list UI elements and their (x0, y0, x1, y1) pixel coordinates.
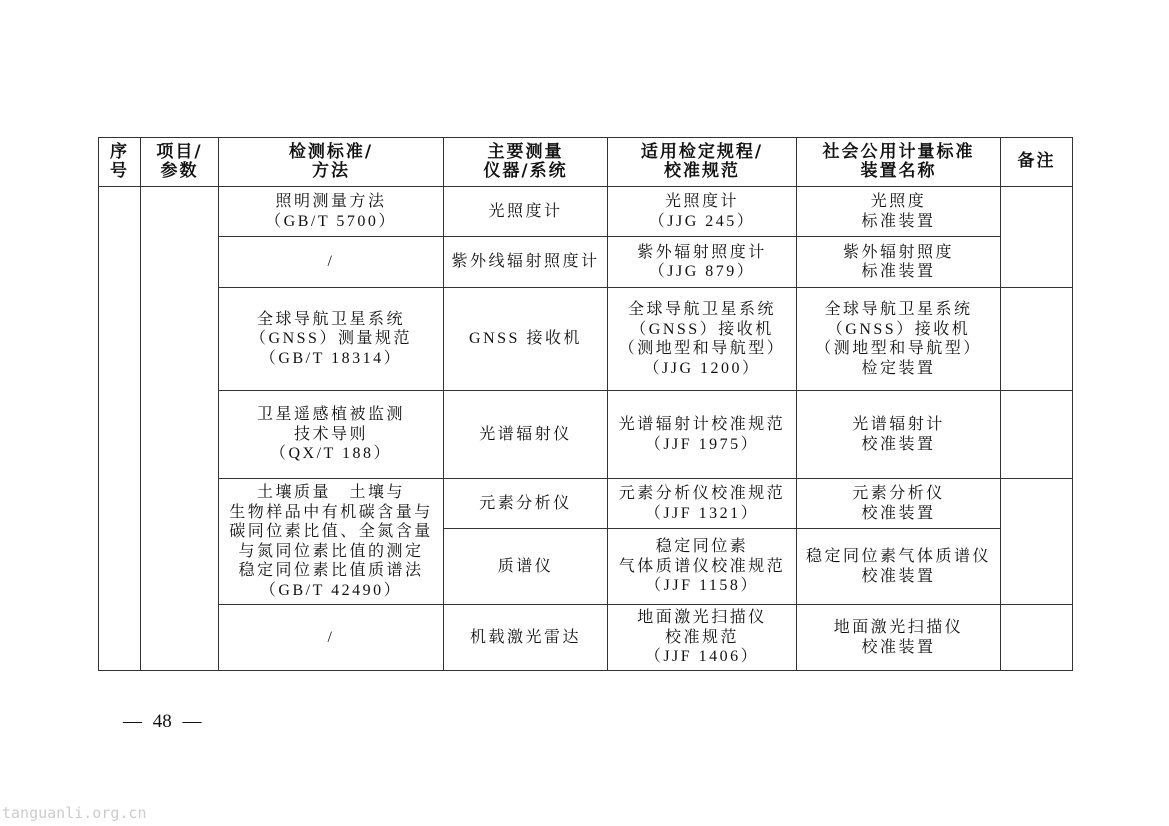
measurement-standards-table (98, 137, 1073, 671)
header-line: 方法 (312, 161, 350, 181)
remark-cell (1001, 391, 1073, 479)
header-serial-number (99, 138, 141, 187)
table-row (99, 187, 1073, 237)
device-cell (797, 187, 1001, 237)
instrument-cell (444, 391, 608, 479)
regulation-line: 气体质谱仪校准规范 (618, 557, 786, 575)
header-line: 校准规范 (664, 161, 740, 181)
remark-cell (1001, 479, 1073, 605)
device-line: （GNSS）接收机 (826, 320, 971, 338)
regulation-line: 地面激光扫描仪 (637, 609, 767, 627)
standard-line: 生物样品中有机碳含量与 (229, 503, 433, 521)
device-cell (797, 479, 1001, 529)
device-line: 校准装置 (861, 567, 936, 585)
regulation-line: 光照度计 (664, 193, 739, 210)
table-row (99, 288, 1073, 391)
remark-cell (1001, 187, 1073, 288)
header-line: 序 (110, 141, 129, 162)
device-line: 光谱辐射计 (852, 416, 945, 433)
header-device (797, 138, 1001, 187)
page-number: — 48 — (123, 711, 202, 732)
device-line: 检定装置 (861, 359, 936, 377)
instrument-line: GNSS 接收机 (469, 330, 582, 348)
regulation-cell (608, 605, 797, 671)
standard-cell (219, 479, 444, 605)
standard-line: 与氮同位素比值的测定 (238, 542, 424, 560)
standard-line: （GB/T 42490） (259, 581, 403, 599)
standard-line: （GNSS）测量规范 (250, 330, 412, 348)
standard-line: 全球导航卫星系统 (256, 310, 405, 328)
regulation-line: 紫外辐射照度计 (637, 243, 767, 261)
standard-cell (219, 391, 444, 479)
header-line: 号 (110, 161, 129, 181)
regulation-line: （JJF 1406） (644, 648, 760, 666)
regulation-cell (608, 391, 797, 479)
device-line: 标准装置 (861, 212, 936, 230)
regulation-cell (608, 529, 797, 605)
instrument-cell (444, 288, 608, 391)
standard-line: 碳同位素比值、全氮含量 (229, 523, 433, 540)
standard-line: （QX/T 188） (269, 445, 393, 463)
regulation-line: （JJG 879） (648, 263, 756, 280)
instrument-cell (444, 237, 608, 288)
instrument-line: 质谱仪 (497, 557, 554, 575)
device-line: 地面激光扫描仪 (833, 619, 964, 636)
item-parameter-cell (141, 187, 219, 671)
header-line: 主要测量 (487, 141, 564, 162)
standard-line: 照明测量方法 (275, 193, 387, 210)
instrument-line: 光照度计 (488, 202, 563, 220)
device-cell (797, 288, 1001, 391)
instrument-cell (444, 529, 608, 605)
header-row (99, 138, 1073, 187)
regulation-line: 稳定同位素 (655, 538, 749, 556)
regulation-cell (608, 479, 797, 529)
instrument-cell (444, 187, 608, 237)
device-cell (797, 237, 1001, 288)
regulation-cell (608, 187, 797, 237)
regulation-line: 校准规范 (664, 628, 739, 646)
standard-cell (219, 605, 444, 671)
regulation-line: （JJF 1158） (645, 577, 759, 595)
standard-cell (219, 288, 444, 391)
header-line: 检测标准/ (288, 141, 374, 162)
regulation-line: （JJF 1975） (644, 435, 760, 453)
device-line: （测地型和导航型） (815, 340, 982, 357)
header-line: 装置名称 (860, 161, 937, 181)
instrument-cell (444, 605, 608, 671)
standard-line: / (327, 253, 335, 271)
regulation-line: （JJG 245） (648, 212, 756, 230)
standard-line: （GB/T 5700） (265, 212, 397, 230)
header-line: 仪器/系统 (483, 161, 568, 181)
device-line: 标准装置 (861, 263, 936, 280)
header-line: 适用检定规程/ (640, 141, 764, 162)
remark-cell (1001, 288, 1073, 391)
header-instrument (444, 138, 608, 187)
regulation-line: （JJG 1200） (643, 359, 761, 377)
device-cell (797, 605, 1001, 671)
header-line: 备注 (1017, 151, 1056, 172)
device-line: 校准装置 (861, 435, 936, 453)
remark-cell (1001, 605, 1073, 671)
standard-line: 技术导则 (293, 425, 368, 443)
watermark: tanguanli.org.cn (2, 804, 147, 822)
header-item-parameter (141, 138, 219, 187)
device-cell (797, 529, 1001, 605)
standard-line: 卫星遥感植被监测 (256, 406, 405, 424)
regulation-line: （JJF 1321） (644, 504, 760, 522)
serial-number-cell (99, 187, 141, 671)
instrument-line: 元素分析仪 (479, 494, 572, 512)
standard-cell (219, 237, 444, 288)
instrument-cell (444, 479, 608, 529)
device-cell (797, 391, 1001, 479)
standard-line: 稳定同位素比值质谱法 (238, 562, 424, 579)
device-line: 校准装置 (861, 504, 936, 522)
standard-cell (219, 187, 444, 237)
regulation-line: （测地型和导航型） (618, 340, 786, 357)
table-row (99, 605, 1073, 671)
device-line: 元素分析仪 (852, 485, 945, 502)
table-row (99, 237, 1073, 288)
header-regulation (608, 138, 797, 187)
device-line: 稳定同位素气体质谱仪 (805, 548, 991, 565)
device-line: 全球导航卫星系统 (824, 301, 973, 318)
device-line: 紫外辐射照度 (842, 243, 954, 261)
regulation-line: 全球导航卫星系统 (627, 301, 776, 318)
standard-line: / (327, 628, 335, 646)
header-line: 项目/ (156, 141, 203, 162)
regulation-line: 光谱辐射计校准规范 (618, 416, 786, 433)
instrument-line: 紫外线辐射照度计 (451, 253, 600, 271)
device-line: 光照度 (870, 193, 927, 210)
header-line: 参数 (160, 161, 199, 181)
table-row (99, 391, 1073, 479)
instrument-line: 机载激光雷达 (469, 628, 581, 646)
standard-line: （GB/T 18314） (259, 349, 403, 367)
regulation-line: 元素分析仪校准规范 (618, 485, 786, 502)
instrument-line: 光谱辐射仪 (479, 425, 572, 443)
regulation-cell (608, 237, 797, 288)
header-standard (219, 138, 444, 187)
device-line: 校准装置 (861, 638, 936, 656)
table-row (99, 479, 1073, 529)
regulation-cell (608, 288, 797, 391)
regulation-line: （GNSS）接收机 (630, 320, 774, 338)
standard-line: 土壤质量 土壤与 (256, 484, 405, 501)
header-line: 社会公用计量标准 (822, 141, 975, 162)
header-remark (1001, 138, 1073, 187)
